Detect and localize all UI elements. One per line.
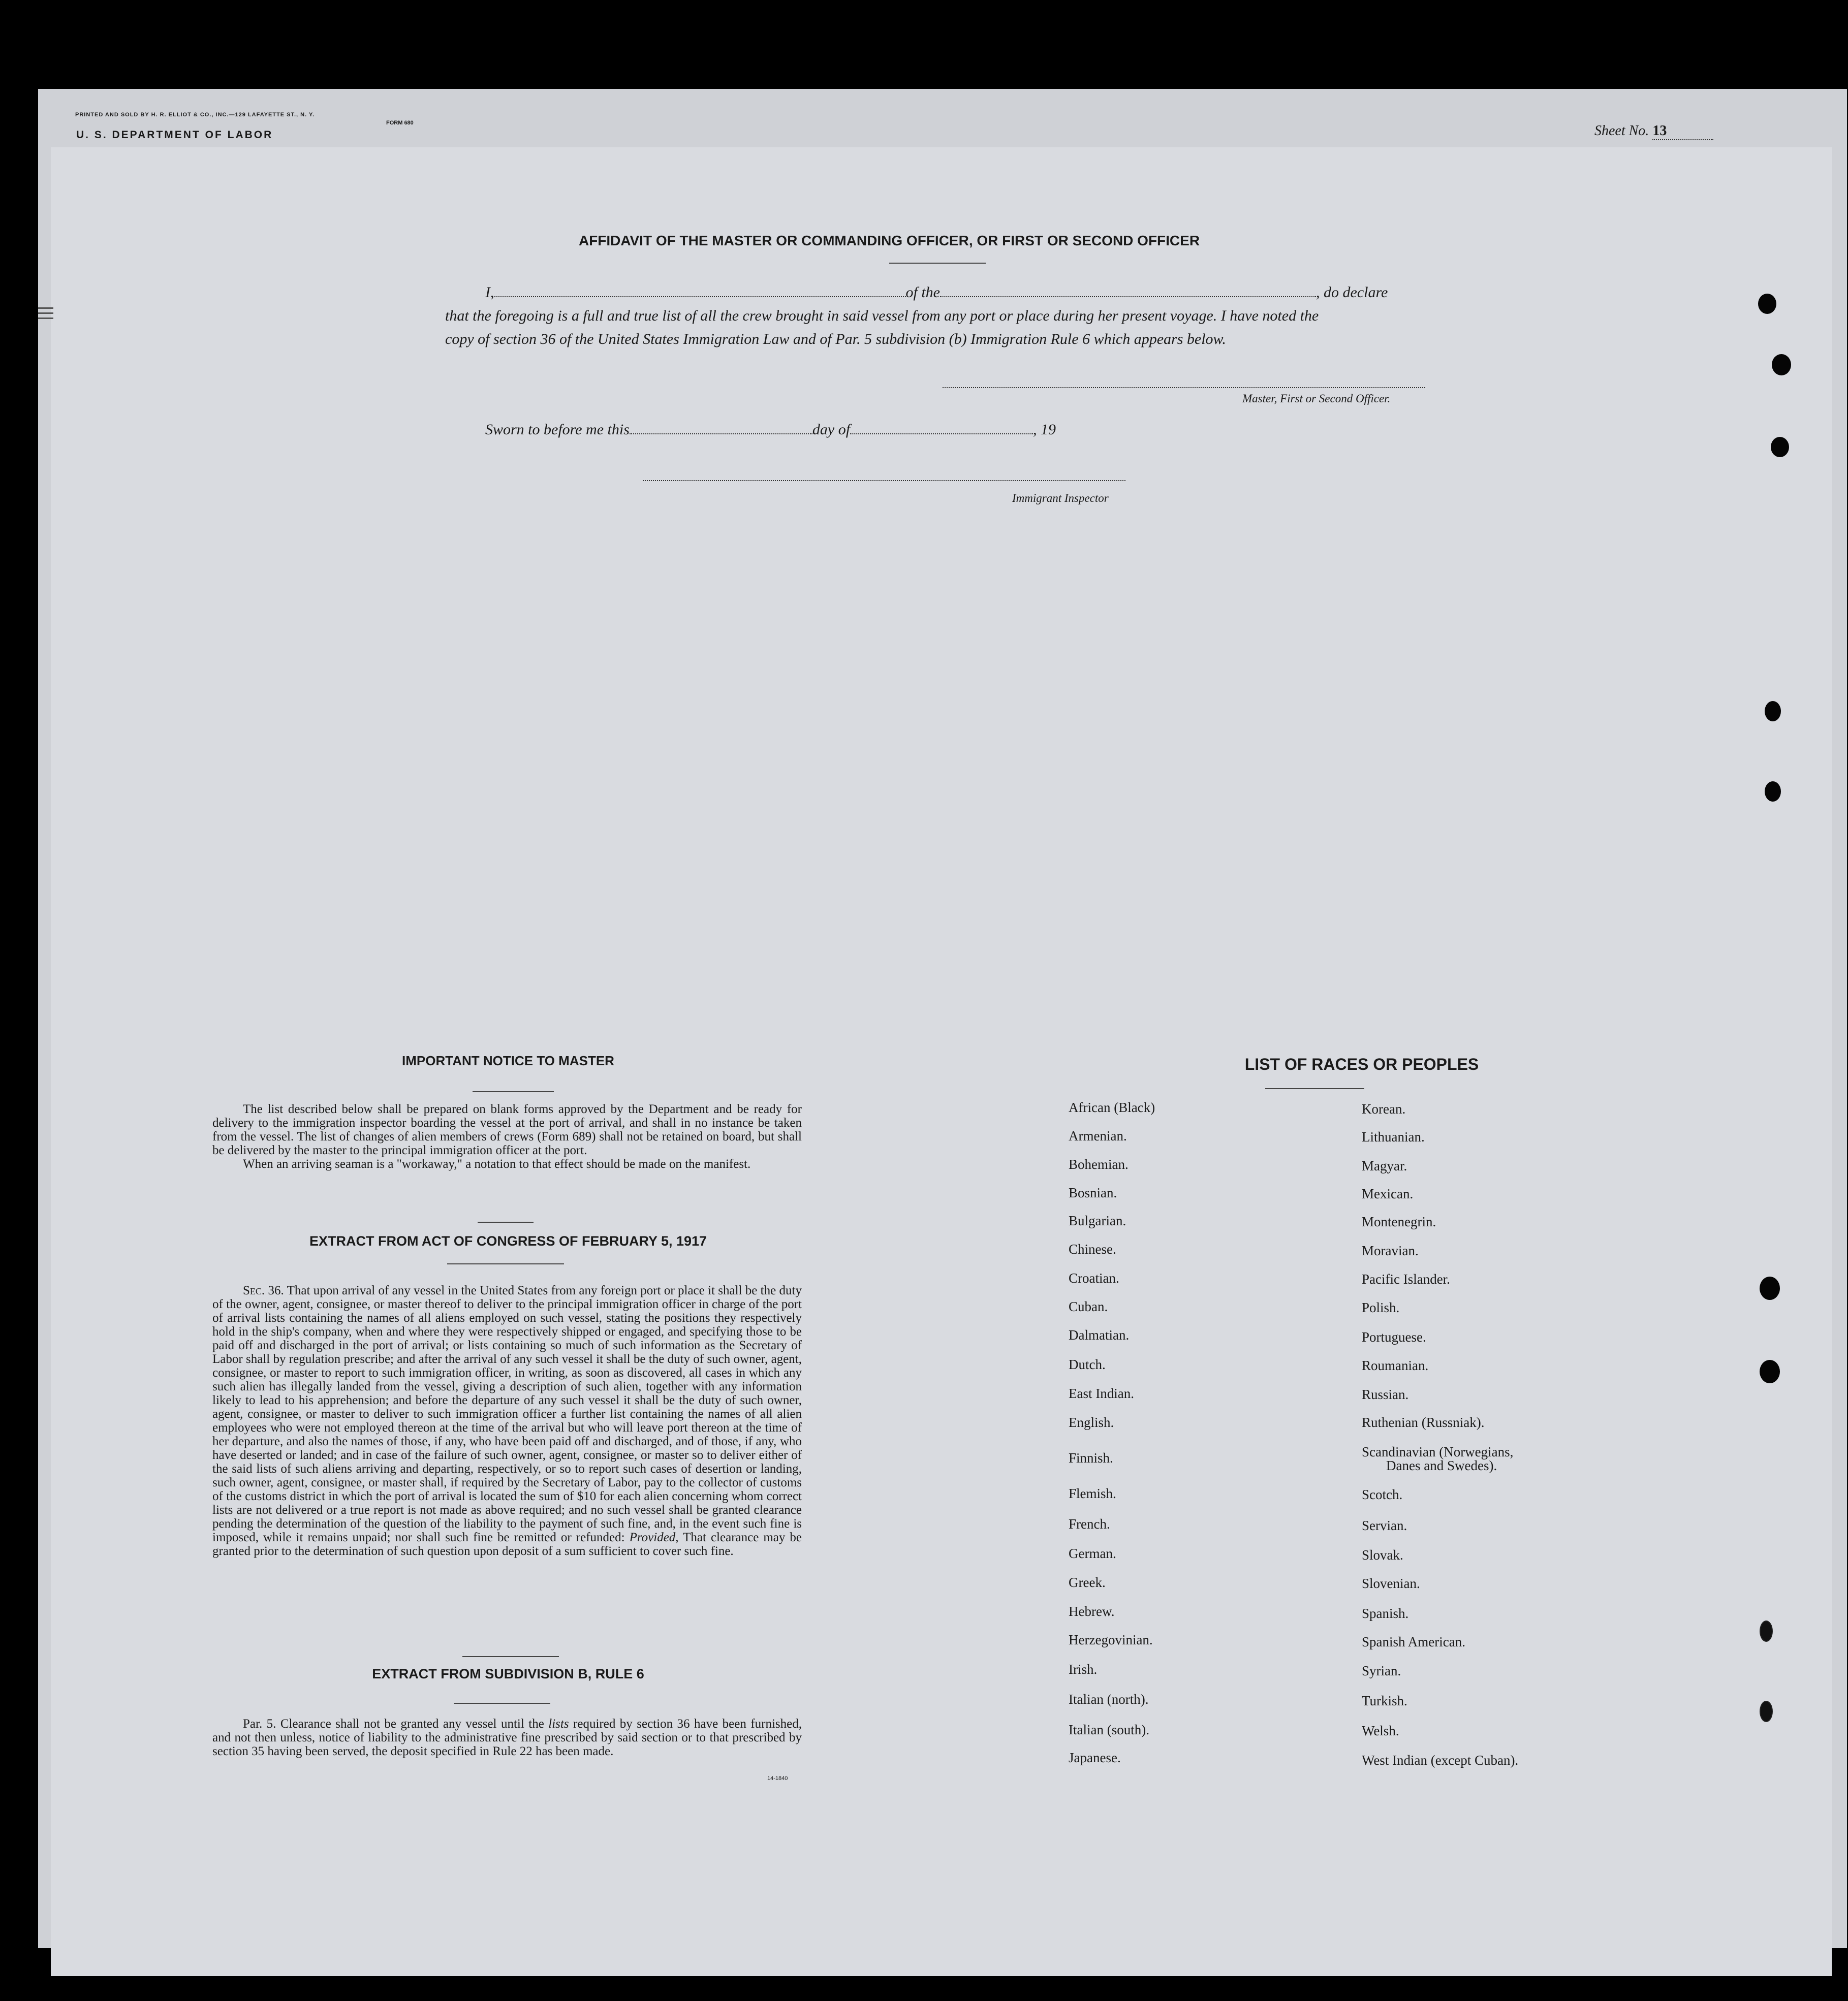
race-item: Croatian. <box>1069 1271 1119 1286</box>
divider <box>447 1263 564 1264</box>
race-item: East Indian. <box>1069 1386 1134 1401</box>
sworn-line <box>485 417 1056 442</box>
lists-word: lists <box>548 1717 569 1731</box>
sheet-number-value: 13 <box>1652 123 1713 140</box>
rule-text-start: Par. 5. Clearance shall not be granted any vessel until the <box>243 1717 544 1731</box>
printer-credit: PRINTED AND SOLD BY H. R. ELLIOT & CO., INC.—129 LAFAYETTE ST., N. Y. <box>75 112 315 118</box>
notice-paragraph-1: The list described below shall be prepared on blank forms approved by the Department and be ready for delivery to the immigration inspector boarding the vessel at the port of arrival, and shall in no instance be taken from the vessel. The list of changes of alien members of crews (Form 689) shall not be retained on board, but shall be delivered by the master to the principal immigration officer at the port. <box>212 1102 802 1157</box>
race-item: Greek. <box>1069 1575 1106 1590</box>
race-item: Dalmatian. <box>1069 1327 1130 1343</box>
affidavit-line3: copy of section 36 of the United States Immigration Law and of Par. 5 subdivision (b) Immigration Rule 6 which appears below. <box>445 331 1226 347</box>
sworn-label: Sworn to before me this <box>485 421 630 438</box>
race-item: Irish. <box>1069 1662 1098 1677</box>
race-item: Chinese. <box>1069 1242 1116 1257</box>
race-item: English. <box>1069 1415 1114 1430</box>
race-item: French. <box>1069 1516 1110 1532</box>
notice-paragraph-2: When an arriving seaman is a "workaway," a notation to that effect should be made on the manifest. <box>243 1157 751 1171</box>
sheet-number <box>1594 123 1713 140</box>
race-item: Servian. <box>1362 1518 1407 1533</box>
rule-text-end: required by section 36 have been furnished, and not then unless, notice of liability to the administrative fine prescribed by said section or to that prescribed by section 35 having been served, the deposit specified in Rule 22 has been made. <box>212 1717 802 1758</box>
vessel-blank[interactable] <box>940 285 1316 297</box>
sworn-day-blank[interactable] <box>630 422 812 434</box>
race-item: Lithuanian. <box>1362 1129 1425 1145</box>
race-item: Syrian. <box>1362 1663 1401 1678</box>
binder-hole <box>1772 354 1791 375</box>
race-item: Finnish. <box>1069 1450 1113 1466</box>
race-item: Flemish. <box>1069 1486 1116 1501</box>
race-item: Polish. <box>1362 1300 1400 1315</box>
race-item: Bohemian. <box>1069 1157 1129 1172</box>
extract-rule-body <box>212 1717 802 1758</box>
binder-hole <box>1765 781 1781 802</box>
race-item: Ruthenian (Russniak). <box>1362 1415 1485 1430</box>
section-text-end: That clearance may be granted prior to the determination of such question upon deposit of a sum sufficient to cover such fine. <box>212 1531 802 1558</box>
affidavit-i: I, <box>485 284 494 301</box>
race-item: Russian. <box>1362 1387 1409 1402</box>
race-item: Montenegrin. <box>1362 1214 1436 1229</box>
race-item: Italian (north). <box>1069 1692 1149 1707</box>
affidavit-do-declare: , do declare <box>1316 284 1388 301</box>
section-text: That upon arrival of any vessel in the United States from any foreign port or place it shall be the duty of the owner, agent, consignee, or master thereof to deliver to the principal immigration officer in charge of the port of arrival lists containing the names of all aliens employed on such vessel, stating the positions they respectively hold in the ship's company, when and where they were respectively shipped or engaged, and specifying those to be paid off and discharged in the port of arrival; or lists containing so much of such information as the Secretary of Labor shall by regulation prescribe; and after the arrival of any such vessel it shall be the duty of such owner, agent, consignee, or master to report to such immigration officer, in writing, as soon as discovered, all cases in which any such alien has illegally landed from the vessel, giving a description of such alien, together with any information likely to lead to his apprehension; and before the departure of any such vessel it shall be the duty of such owner, agent, consignee, or master to deliver to such immigration officer a further list containing the names of all alien employees who were not employed thereon at the time of the arrival but who will leave port thereon at the time of her departure, and also the names of those, if any, who have been paid off and discharged, and of those, if any, who have deserted or landed; and in case of the failure of such owner, agent, consignee, or master so to deliver either of the said lists of such aliens arriving and departing, respectively, or so to report such cases of desertion or landing, such owner, agent, consignee, or master shall, if required by the Secretary of Labor, pay to the collector of customs of the customs district in which the port of arrival is located the sum of $10 for each alien concerning whom correct lists are not delivered or a true report is not made as above required; and no such vessel shall be granted clearance pending the determination of the question of the liability to the payment of such fine, and, in the event such fine is imposed, while it remains unpaid; nor shall such fine be remitted or refunded: <box>212 1284 802 1544</box>
race-item: Spanish. <box>1362 1606 1409 1621</box>
race-item: Scandinavian (Norwegians, Danes and Swedes). <box>1362 1444 1514 1473</box>
race-item: Korean. <box>1362 1101 1406 1117</box>
race-item: Magyar. <box>1362 1158 1407 1173</box>
race-item: Slovenian. <box>1362 1576 1420 1591</box>
divider <box>478 1222 534 1223</box>
affidavit-line1 <box>485 279 1388 305</box>
race-item: Armenian. <box>1069 1128 1127 1144</box>
divider <box>889 263 986 264</box>
race-item: Cuban. <box>1069 1299 1108 1314</box>
sheet-number-label: Sheet No. <box>1594 123 1649 139</box>
race-item: Welsh. <box>1362 1723 1399 1738</box>
race-item: Japanese. <box>1069 1750 1121 1765</box>
binder-hole <box>1760 1360 1780 1383</box>
master-signature-label: Master, First or Second Officer. <box>1242 392 1391 405</box>
edge-mark <box>38 307 53 309</box>
section-label: Sec. 36. <box>243 1284 284 1297</box>
notice-title: IMPORTANT NOTICE TO MASTER <box>402 1053 614 1068</box>
binder-hole <box>1760 1277 1780 1300</box>
race-item: Spanish American. <box>1362 1634 1465 1649</box>
binder-hole <box>1758 294 1776 314</box>
race-item: German. <box>1069 1546 1116 1561</box>
provided-word: Provided, <box>629 1531 679 1544</box>
race-item: Scotch. <box>1362 1487 1403 1502</box>
master-signature-line[interactable] <box>943 387 1425 388</box>
inspector-signature-line[interactable] <box>643 480 1125 481</box>
divider <box>473 1091 554 1092</box>
divider <box>462 1656 559 1657</box>
edge-mark <box>38 317 53 319</box>
affidavit-of-the: of the <box>905 284 940 301</box>
extract-act-title: EXTRACT FROM ACT OF CONGRESS OF FEBRUARY 5, 1917 <box>309 1233 707 1249</box>
race-item: African (Black) <box>1069 1100 1155 1115</box>
races-title: LIST OF RACES OR PEOPLES <box>1244 1055 1479 1073</box>
race-item-continuation: Danes and Swedes). <box>1386 1458 1497 1473</box>
affidavit-title: AFFIDAVIT OF THE MASTER OR COMMANDING OFFICER, OR FIRST OR SECOND OFFICER <box>578 233 1200 248</box>
race-item: West Indian (except Cuban). <box>1362 1753 1519 1768</box>
divider <box>454 1703 550 1704</box>
sworn-day-of: day of <box>812 421 851 438</box>
name-blank[interactable] <box>494 285 906 297</box>
race-item: Dutch. <box>1069 1357 1106 1372</box>
edge-mark <box>38 312 53 314</box>
race-item: Turkish. <box>1362 1693 1407 1708</box>
race-item: Portuguese. <box>1362 1329 1426 1345</box>
race-item: Roumanian. <box>1362 1358 1429 1373</box>
extract-act-body <box>212 1284 802 1558</box>
race-item: Bosnian. <box>1069 1185 1117 1200</box>
notice-body <box>212 1102 802 1171</box>
race-item: Slovak. <box>1362 1547 1403 1563</box>
divider <box>1265 1088 1364 1089</box>
extract-rule-title: EXTRACT FROM SUBDIVISION B, RULE 6 <box>372 1666 644 1681</box>
race-item: Hebrew. <box>1069 1604 1115 1619</box>
race-item: Bulgarian. <box>1069 1213 1126 1228</box>
race-item: Italian (south). <box>1069 1722 1149 1737</box>
department-name: U. S. DEPARTMENT OF LABOR <box>76 129 273 141</box>
sworn-month-blank[interactable] <box>850 422 1033 434</box>
affidavit-line2: that the foregoing is a full and true list of all the crew brought in said vessel from any port or place during her present voyage. I have noted the <box>445 307 1319 324</box>
inspector-label: Immigrant Inspector <box>1012 492 1109 504</box>
binder-hole <box>1771 437 1789 457</box>
form-code: 14-1840 <box>767 1775 788 1782</box>
binder-hole <box>1760 1621 1773 1642</box>
binder-hole <box>1765 701 1781 721</box>
race-item: Pacific Islander. <box>1362 1272 1450 1287</box>
race-item: Moravian. <box>1362 1243 1419 1258</box>
binder-hole <box>1760 1701 1773 1722</box>
race-item: Herzegovinian. <box>1069 1632 1153 1647</box>
sworn-year: , 19 <box>1033 421 1056 438</box>
race-item: Mexican. <box>1362 1186 1414 1201</box>
form-number: FORM 680 <box>386 120 414 126</box>
